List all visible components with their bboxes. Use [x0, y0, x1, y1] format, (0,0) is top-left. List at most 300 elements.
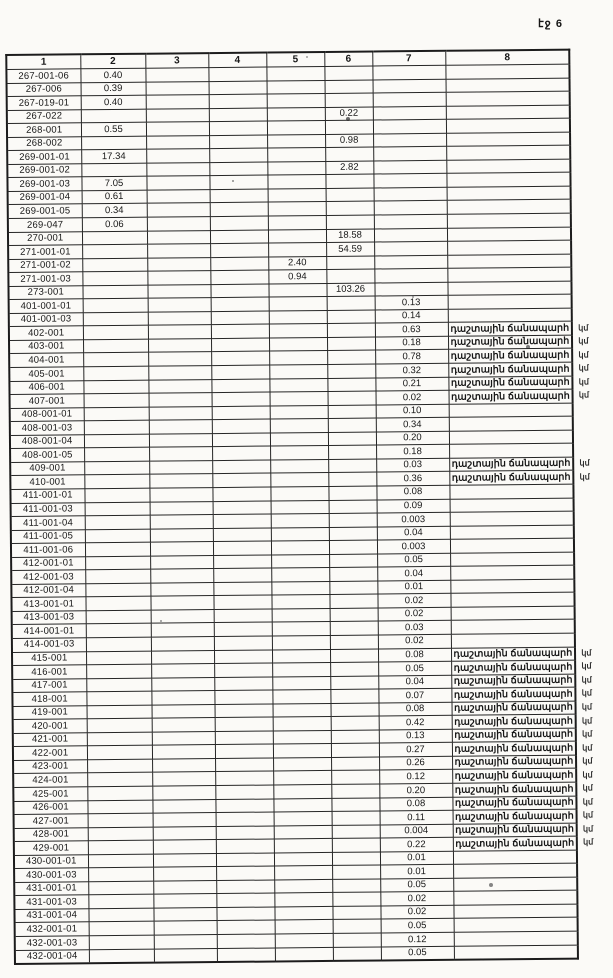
row-cell-c2 — [86, 678, 151, 692]
row-code: 423-001 — [13, 760, 87, 774]
document-table-wrap — [5, 48, 607, 965]
row-road-type — [453, 863, 577, 878]
row-road-type — [454, 945, 578, 960]
row-cell-c5 — [271, 581, 329, 595]
row-cell-c7: 0.42 — [379, 716, 452, 730]
row-code: 410-001 — [10, 475, 84, 489]
row-unit-label — [570, 64, 598, 78]
column-header-7: 7 — [372, 51, 445, 66]
row-unit-label: կմ — [579, 458, 590, 468]
row-cell-c6 — [325, 80, 373, 94]
row-cell-c7 — [373, 133, 446, 147]
row-cell-c4 — [213, 514, 271, 528]
row-cell-c4 — [211, 379, 269, 393]
row-cell-c6 — [325, 174, 373, 188]
row-cell-c4 — [211, 338, 269, 352]
row-cell-c6 — [329, 540, 377, 554]
row-cell-c7: 0.20 — [379, 783, 452, 797]
row-cell-c5 — [270, 405, 328, 419]
row-cell-c5 — [272, 663, 330, 677]
row-cell-c6 — [333, 933, 381, 947]
row-code: 271-001-02 — [8, 258, 82, 272]
row-cell-c6 — [332, 825, 380, 839]
row-cell-c4 — [209, 135, 267, 149]
row-code: 414-001-03 — [12, 638, 86, 652]
row-cell-c5 — [273, 730, 331, 744]
row-road-type — [447, 227, 571, 242]
row-cell-c6 — [327, 337, 375, 351]
row-cell-c4 — [211, 311, 269, 325]
row-cell-c3 — [148, 298, 211, 312]
row-road-type — [453, 850, 577, 865]
row-code: 431-001-01 — [14, 882, 88, 896]
row-cell-c7: 0.36 — [376, 472, 449, 486]
row-cell-c2 — [88, 840, 153, 854]
row-cell-c4 — [210, 189, 268, 203]
row-code: 269-001-03 — [7, 177, 81, 191]
row-cell-c4 — [216, 812, 274, 826]
row-road-type — [446, 172, 570, 187]
row-cell-c3 — [150, 501, 213, 515]
row-cell-c7: 0.08 — [378, 702, 451, 716]
row-cell-c5 — [272, 649, 330, 663]
row-code: 271-001-01 — [8, 245, 82, 259]
row-road-type — [450, 498, 574, 513]
row-cell-c7 — [373, 147, 446, 161]
row-code: 417-001 — [12, 678, 86, 692]
row-road-type — [446, 91, 570, 106]
row-cell-c7 — [372, 65, 445, 79]
row-cell-c3 — [151, 664, 214, 678]
row-cell-c4 — [209, 94, 267, 108]
row-cell-c6: 18.58 — [326, 229, 374, 243]
row-cell-c4 — [216, 893, 274, 907]
row-cell-c4 — [215, 731, 273, 745]
row-code: 411-001-03 — [11, 502, 85, 516]
row-cell-c2 — [83, 298, 148, 312]
row-cell-c5 — [269, 364, 327, 378]
row-cell-c4 — [210, 216, 268, 230]
row-code: 267-022 — [7, 109, 81, 123]
row-cell-c7: 0.78 — [375, 350, 448, 364]
row-code: 269-001-04 — [8, 191, 82, 205]
row-code: 267-019-01 — [7, 96, 81, 110]
row-cell-c5 — [269, 324, 327, 338]
row-cell-c7 — [374, 241, 447, 255]
row-road-type — [447, 240, 571, 255]
row-code: 428-001 — [14, 827, 88, 841]
row-cell-c3 — [153, 826, 216, 840]
row-cell-c5 — [272, 635, 330, 649]
row-cell-c4 — [212, 473, 270, 487]
row-road-type — [449, 430, 573, 445]
row-cell-c4 — [215, 717, 273, 731]
row-cell-c7: 0.18 — [375, 336, 448, 350]
row-cell-c4 — [212, 392, 270, 406]
row-cell-c2: 0.39 — [81, 82, 146, 96]
row-road-type: դաշտային ճանապարհ — [451, 701, 575, 716]
row-cell-c5 — [271, 554, 329, 568]
row-cell-c2 — [87, 705, 152, 719]
row-road-type: դաշտային ճանապարհ — [448, 349, 572, 364]
row-code: 269-001-01 — [7, 150, 81, 164]
row-cell-c2 — [85, 597, 150, 611]
row-cell-c7: 0.21 — [375, 377, 448, 391]
row-road-type: դաշտային ճանապարհ — [451, 647, 575, 662]
row-cell-c2 — [81, 136, 146, 150]
row-cell-c7: 0.05 — [381, 946, 454, 961]
row-cell-c2 — [86, 664, 151, 678]
row-cell-c4 — [213, 541, 271, 555]
row-code: 405-001 — [9, 367, 83, 381]
row-cell-c3 — [146, 162, 209, 176]
row-cell-c5 — [270, 432, 328, 446]
row-road-type — [447, 254, 571, 269]
row-cell-c7: 0.09 — [377, 499, 450, 513]
row-cell-c2: 0.40 — [80, 68, 145, 82]
row-cell-c4 — [214, 609, 272, 623]
row-cell-c5 — [270, 392, 328, 406]
row-cell-c2 — [86, 637, 151, 651]
row-cell-c7: 0.04 — [378, 675, 451, 689]
row-cell-c2 — [85, 542, 150, 556]
column-header-2: 2 — [80, 54, 145, 69]
row-cell-c2 — [88, 813, 153, 827]
row-cell-c7: 0.12 — [381, 932, 454, 946]
row-cell-c3 — [154, 921, 217, 935]
row-cell-c2 — [83, 353, 148, 367]
row-unit-label: կմ — [581, 648, 592, 658]
row-cell-c7: 0.05 — [378, 661, 451, 675]
row-code: 431-001-03 — [14, 895, 88, 909]
row-cell-c3 — [149, 488, 212, 502]
row-cell-c5 — [270, 486, 328, 500]
row-cell-c2 — [83, 326, 148, 340]
row-cell-c3 — [149, 460, 212, 474]
row-unit-label: կմ — [578, 363, 589, 373]
row-cell-c4 — [213, 528, 271, 542]
row-cell-c3 — [146, 149, 209, 163]
row-unit-label — [570, 118, 598, 132]
row-cell-c6 — [327, 323, 375, 337]
row-cell-c3 — [146, 122, 209, 136]
row-cell-c7: 0.05 — [380, 878, 453, 892]
row-cell-c6 — [328, 391, 376, 405]
row-cell-c7: 0.26 — [379, 756, 452, 770]
row-code: 422-001 — [13, 746, 87, 760]
row-unit-label — [572, 294, 600, 308]
row-cell-c6 — [331, 716, 379, 730]
row-cell-c4 — [213, 582, 271, 596]
row-cell-c7: 0.03 — [376, 458, 449, 472]
row-unit-label: կմ — [578, 323, 589, 333]
row-cell-c2: 0.40 — [81, 95, 146, 109]
row-road-type — [446, 118, 570, 133]
row-road-type: դաշտային ճանապարհ — [451, 660, 575, 675]
row-road-type — [451, 620, 575, 635]
row-cell-c7: 0.04 — [377, 567, 450, 581]
row-unit-label — [571, 240, 599, 254]
row-cell-c6 — [329, 554, 377, 568]
row-cell-c3 — [150, 555, 213, 569]
row-cell-c5 — [274, 812, 332, 826]
row-cell-c7: 0.04 — [377, 526, 450, 540]
row-code: 412-001-03 — [11, 570, 85, 584]
row-cell-c3 — [148, 325, 211, 339]
row-cell-c4 — [208, 67, 266, 81]
row-cell-c2 — [87, 732, 152, 746]
row-cell-c6 — [326, 188, 374, 202]
row-cell-c6: 2.82 — [325, 161, 373, 175]
row-unit-label — [570, 132, 598, 146]
row-cell-c7: 0.27 — [379, 743, 452, 757]
row-cell-c6 — [328, 418, 376, 432]
row-cell-c4 — [214, 677, 272, 691]
row-cell-c6 — [332, 838, 380, 852]
row-cell-c5 — [273, 784, 331, 798]
row-road-type: դաշտային ճանապարհ — [448, 362, 572, 377]
row-cell-c2 — [86, 651, 151, 665]
row-cell-c5 — [274, 906, 332, 920]
row-cell-c6: 103.26 — [326, 283, 374, 297]
row-cell-c3 — [153, 867, 216, 881]
row-cell-c4 — [212, 487, 270, 501]
row-cell-c6 — [326, 256, 374, 270]
row-cell-c4 — [209, 175, 267, 189]
table-body — [6, 64, 606, 964]
row-cell-c3 — [153, 880, 216, 894]
row-cell-c6 — [327, 310, 375, 324]
row-road-type: դաշտային ճանապարհ — [448, 376, 572, 391]
row-road-type — [446, 105, 570, 120]
row-cell-c2 — [85, 529, 150, 543]
row-cell-c5 — [271, 514, 329, 528]
row-cell-c4 — [213, 595, 271, 609]
row-unit-label — [571, 186, 599, 200]
column-header-3: 3 — [145, 53, 208, 68]
row-road-type — [451, 633, 575, 648]
row-unit-label — [574, 524, 602, 538]
row-road-type: դաշտային ճանապարհ — [448, 335, 572, 350]
row-cell-c7: 0.02 — [377, 594, 450, 608]
row-code: 421-001 — [13, 733, 87, 747]
row-cell-c6: 0.22 — [325, 107, 373, 121]
row-cell-c7 — [373, 79, 446, 93]
row-road-type: դաշտային ճանապարհ — [449, 389, 573, 404]
row-unit-label — [574, 552, 602, 566]
row-cell-c6 — [329, 581, 377, 595]
row-code: 406-001 — [9, 380, 83, 394]
row-cell-c2 — [86, 691, 151, 705]
row-cell-c7: 0.11 — [380, 810, 453, 824]
row-cell-c4 — [214, 636, 272, 650]
row-cell-c7: 0.05 — [381, 919, 454, 933]
row-cell-c3 — [146, 108, 209, 122]
row-cell-c5: 0.94 — [268, 270, 326, 284]
row-cell-c7: 0.01 — [380, 851, 453, 865]
row-cell-c2: 0.06 — [82, 217, 147, 231]
row-cell-c7 — [374, 214, 447, 228]
row-cell-c6 — [328, 445, 376, 459]
row-cell-c5 — [272, 676, 330, 690]
row-code: 273-001 — [8, 286, 82, 300]
row-cell-c7: 0.02 — [376, 390, 449, 404]
row-cell-c5 — [272, 608, 330, 622]
row-cell-c6 — [331, 703, 379, 717]
row-cell-c6 — [329, 594, 377, 608]
row-cell-c6 — [330, 662, 378, 676]
row-cell-c3 — [152, 704, 215, 718]
row-cell-c6 — [331, 743, 379, 757]
row-cell-c7: 0.02 — [380, 905, 453, 919]
row-unit-label — [573, 430, 601, 444]
row-cell-c2 — [82, 244, 147, 258]
row-cell-c3 — [149, 474, 212, 488]
row-cell-c3 — [148, 366, 211, 380]
row-code: 432-001-04 — [15, 949, 89, 964]
row-cell-c7: 0.02 — [378, 634, 451, 648]
row-road-type — [449, 416, 573, 431]
row-cell-c4 — [213, 568, 271, 582]
row-cell-c4 — [210, 202, 268, 216]
row-cell-c4 — [215, 785, 273, 799]
row-cell-c2 — [88, 881, 153, 895]
row-cell-c2 — [84, 420, 149, 434]
row-code: 404-001 — [9, 353, 83, 367]
row-cell-c4 — [212, 433, 270, 447]
row-road-type: դաշտային ճանապարհ — [452, 796, 576, 811]
row-cell-c5 — [267, 80, 325, 94]
row-cell-c2 — [83, 339, 148, 353]
row-unit-label: կմ — [581, 715, 593, 726]
row-road-type — [449, 484, 573, 499]
row-cell-c4 — [211, 324, 269, 338]
row-cell-c5 — [268, 283, 326, 297]
row-cell-c3 — [147, 284, 210, 298]
row-road-type — [447, 200, 571, 215]
row-cell-c2 — [87, 746, 152, 760]
row-cell-c2 — [85, 515, 150, 529]
row-cell-c3 — [145, 68, 208, 82]
row-unit-label — [578, 931, 606, 945]
row-unit-label — [575, 579, 603, 593]
row-road-type: դաշտային ճանապարհ — [452, 728, 576, 743]
scan-specks — [0, 0, 2, 2]
row-road-type — [454, 931, 578, 946]
row-cell-c3 — [149, 406, 212, 420]
row-cell-c5 — [271, 595, 329, 609]
row-cell-c6 — [331, 798, 379, 812]
row-cell-c6 — [325, 147, 373, 161]
row-cell-c5 — [270, 419, 328, 433]
row-code: 426-001 — [13, 800, 87, 814]
row-cell-c2 — [86, 624, 151, 638]
row-cell-c3 — [150, 569, 213, 583]
row-cell-c6 — [329, 567, 377, 581]
row-cell-c3 — [151, 637, 214, 651]
row-unit-label — [575, 606, 603, 620]
column-header-8: 8 — [445, 50, 569, 66]
row-cell-c4 — [209, 148, 267, 162]
row-cell-c6 — [326, 215, 374, 229]
row-cell-c3 — [150, 515, 213, 529]
row-road-type — [450, 592, 574, 607]
row-cell-c5 — [274, 893, 332, 907]
row-unit-label — [577, 850, 605, 864]
row-cell-c7: 0.12 — [379, 770, 452, 784]
row-unit-label — [570, 77, 598, 91]
row-road-type: դաշտային ճանապարհ — [452, 769, 576, 784]
row-cell-c5 — [271, 500, 329, 514]
row-cell-c3 — [147, 257, 210, 271]
row-cell-c7: 0.07 — [378, 688, 451, 702]
row-road-type: դաշտային ճանապարհ — [453, 823, 577, 838]
row-road-type: դաշտային ճանապարհ — [453, 809, 577, 824]
row-code: 408-001-05 — [10, 448, 84, 462]
row-cell-c6 — [327, 364, 375, 378]
column-header-5: 5 — [266, 52, 324, 67]
row-cell-c5 — [272, 690, 330, 704]
row-road-type — [450, 511, 574, 526]
row-cell-c6 — [330, 676, 378, 690]
row-road-type: դաշտային ճանապարհ — [449, 457, 573, 472]
row-cell-c2 — [87, 786, 152, 800]
row-cell-c7: 0.63 — [375, 323, 448, 337]
row-cell-c7: 0.10 — [376, 404, 449, 418]
row-cell-c5 — [275, 947, 333, 962]
row-cell-c7: 0.20 — [376, 431, 449, 445]
row-cell-c4 — [217, 920, 275, 934]
row-cell-c4 — [211, 297, 269, 311]
row-road-type — [450, 525, 574, 540]
row-cell-c4 — [214, 622, 272, 636]
row-cell-c3 — [152, 758, 215, 772]
row-road-type — [447, 267, 571, 282]
row-cell-c5 — [269, 297, 327, 311]
row-cell-c7: 0.003 — [377, 512, 450, 526]
row-cell-c2 — [85, 556, 150, 570]
row-cell-c2 — [82, 258, 147, 272]
row-cell-c2: 0.55 — [81, 122, 146, 136]
column-header-4: 4 — [208, 53, 266, 68]
row-unit-label — [577, 877, 605, 891]
row-cell-c2 — [84, 475, 149, 489]
row-cell-c2 — [84, 393, 149, 407]
row-cell-c4 — [209, 162, 267, 176]
row-cell-c7: 0.003 — [377, 539, 450, 553]
row-unit-label: կմ — [581, 675, 592, 685]
row-cell-c7 — [373, 174, 446, 188]
row-unit-label: կմ — [582, 824, 594, 834]
row-road-type — [453, 890, 577, 905]
row-cell-c5 — [268, 202, 326, 216]
row-code: 430-001-01 — [14, 855, 88, 869]
row-code: 420-001 — [13, 719, 87, 733]
row-cell-c2 — [85, 569, 150, 583]
row-unit-label — [575, 633, 603, 647]
row-cell-c4 — [210, 257, 268, 271]
row-road-type — [447, 281, 571, 296]
row-road-type — [450, 565, 574, 580]
row-cell-c5 — [269, 337, 327, 351]
row-code: 267-001-06 — [6, 69, 80, 83]
row-cell-c5 — [266, 66, 324, 80]
row-cell-c3 — [148, 311, 211, 325]
row-cell-c6 — [332, 865, 380, 879]
row-cell-c2 — [88, 895, 153, 909]
row-cell-c6 — [330, 635, 378, 649]
row-cell-c2 — [89, 922, 154, 936]
